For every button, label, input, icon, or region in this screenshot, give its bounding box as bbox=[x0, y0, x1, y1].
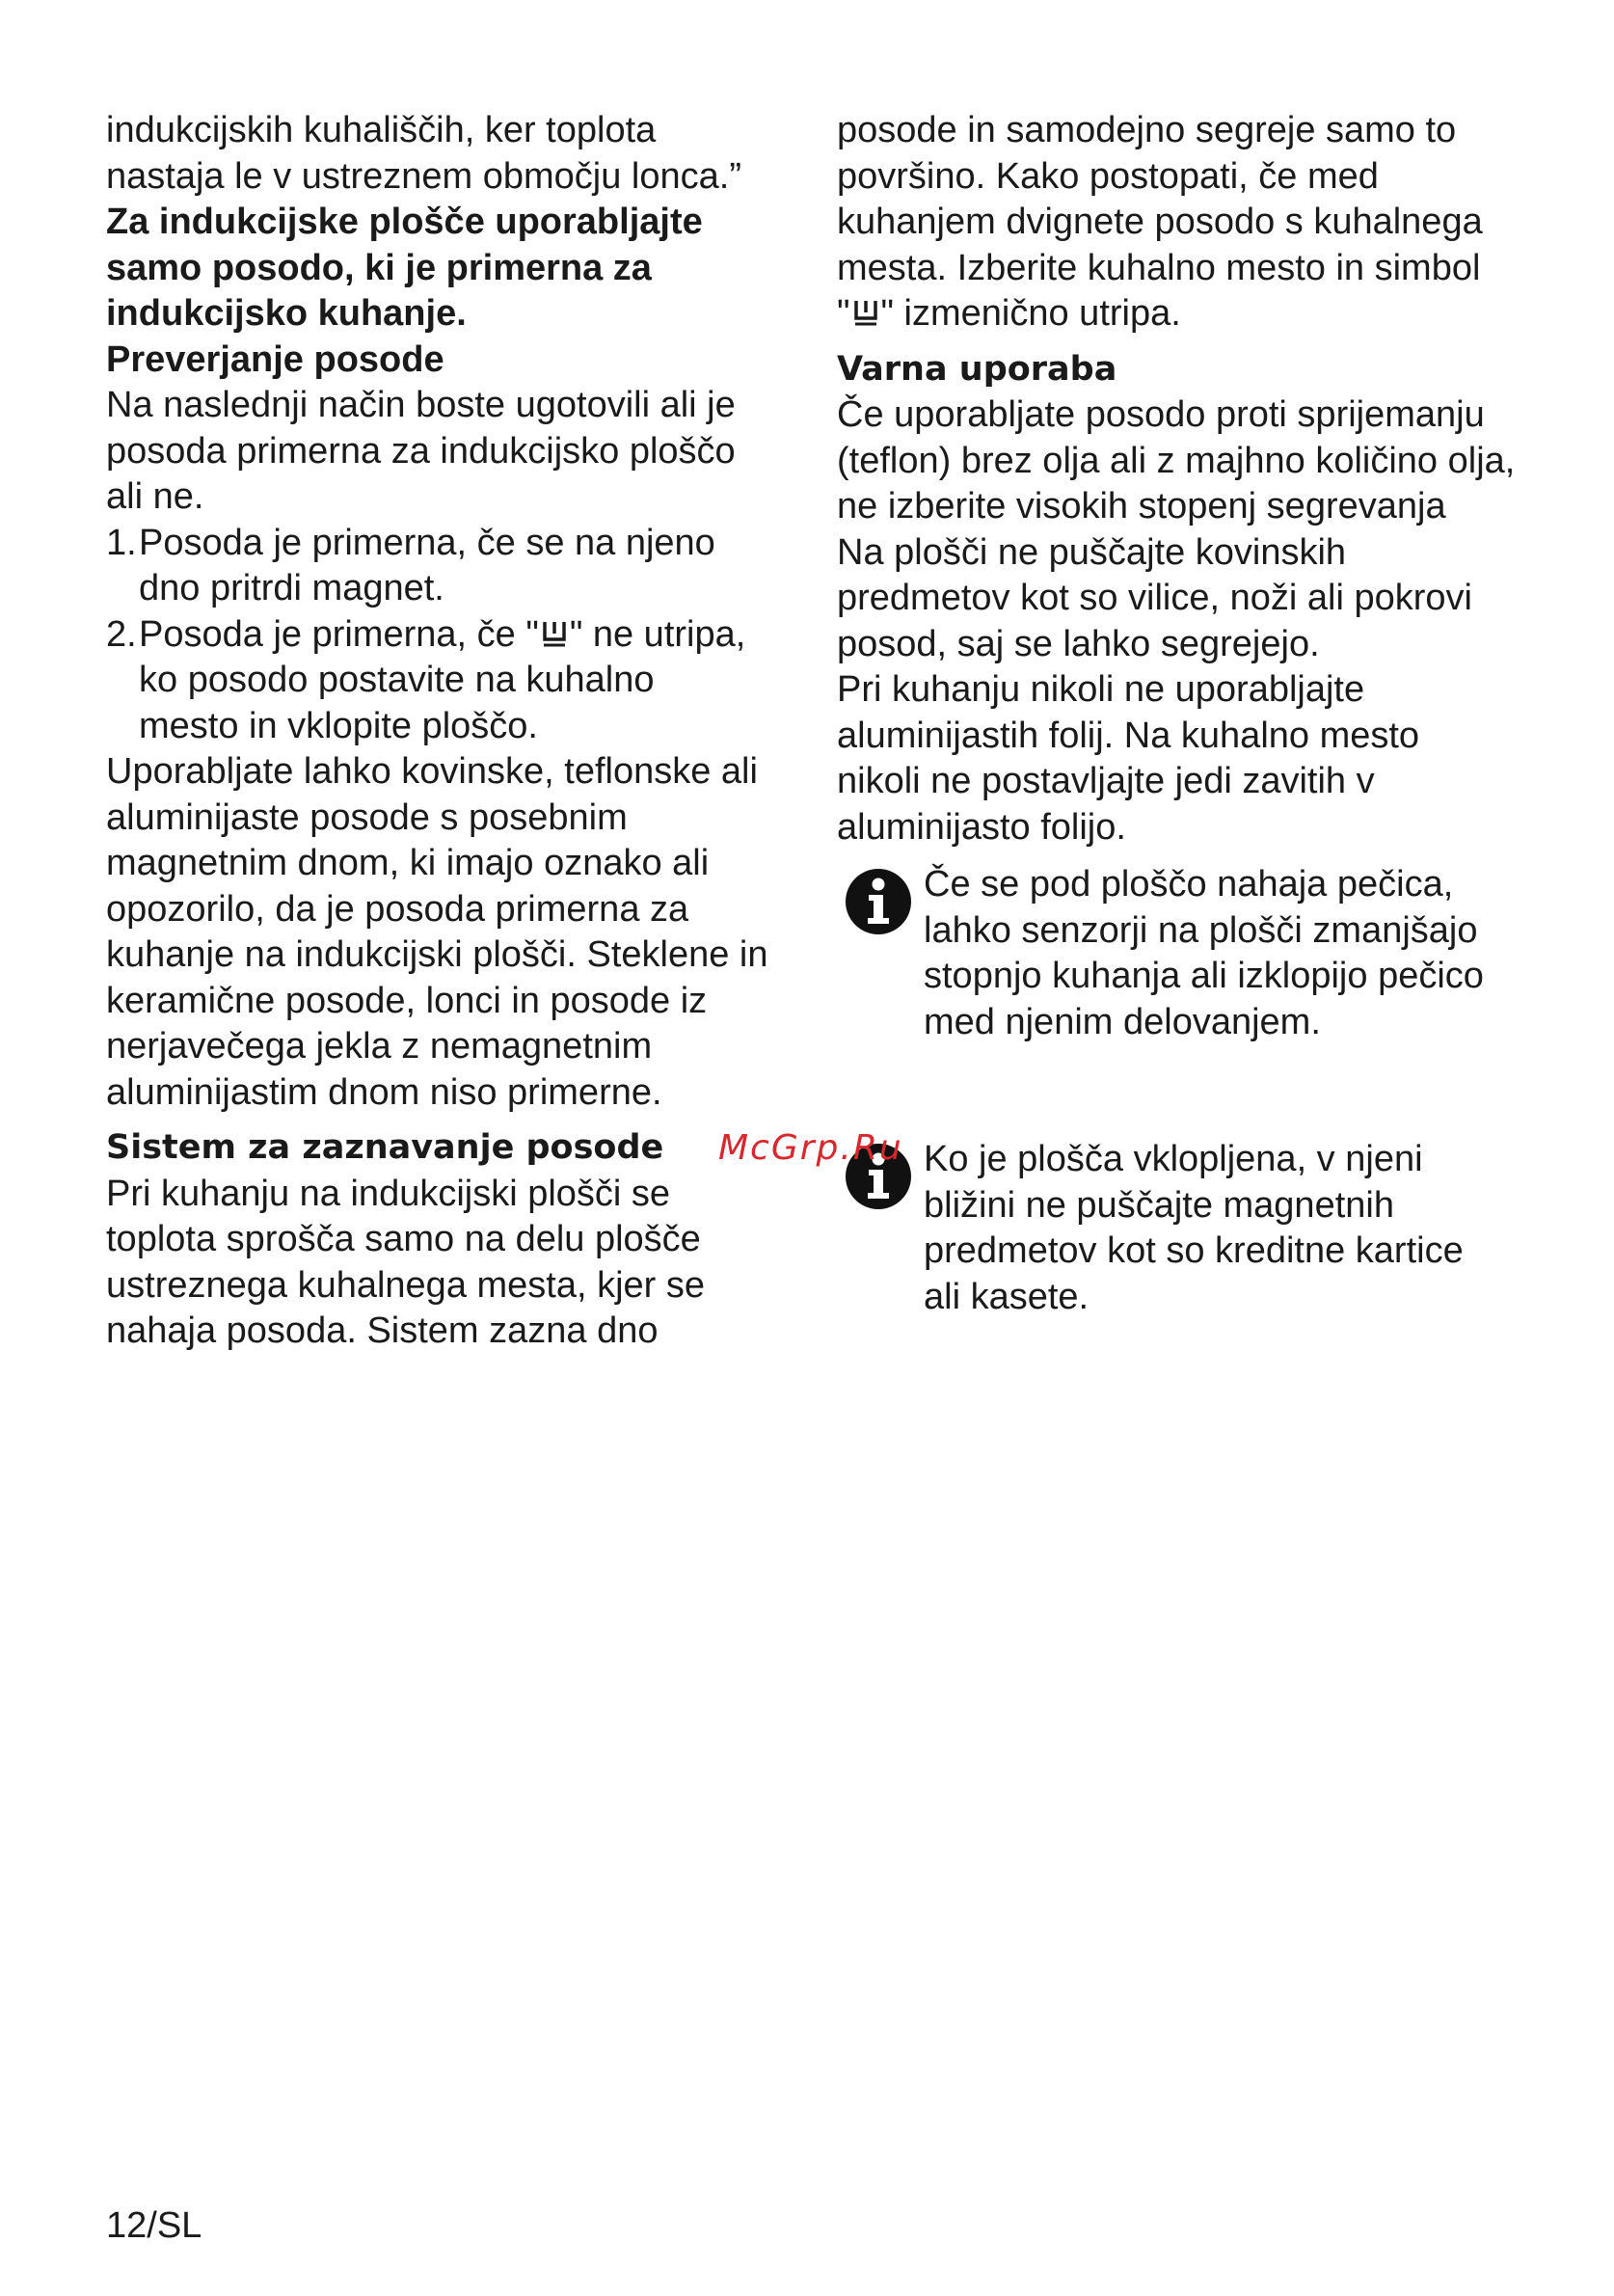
text-line: površino. Kako postopati, če med bbox=[837, 155, 1379, 197]
left-column bbox=[106, 108, 800, 1355]
text-line: dno pritrdi magnet. bbox=[139, 568, 444, 608]
text-line: magnetnim dnom, ki imajo oznako ali bbox=[106, 843, 710, 883]
text-line: predmetov kot so kreditne kartice bbox=[924, 1230, 1464, 1271]
text-line: Pri kuhanju na indukcijski plošči se bbox=[106, 1173, 671, 1214]
text-line: posode in samodejno segreje samo to bbox=[837, 110, 1457, 150]
text-line: aluminijaste posode s posebnim bbox=[106, 797, 628, 838]
list-item bbox=[106, 612, 800, 750]
check-paragraph bbox=[106, 383, 800, 521]
text-line: Ko je plošča vklopljena, v njeni bbox=[924, 1139, 1423, 1179]
safe-use-paragraph bbox=[837, 392, 1541, 851]
text-line: posoda primerna za indukcijsko ploščo bbox=[106, 430, 736, 472]
page-number: 12/SL bbox=[106, 2205, 202, 2246]
text-line: mesta. Izberite kuhalno mesto in simbol bbox=[837, 247, 1481, 288]
text-line: samo posodo, ki je primerna za bbox=[106, 247, 652, 288]
note-magnetic bbox=[837, 1137, 1541, 1320]
text-line: Pri kuhanju nikoli ne uporabljajte bbox=[837, 669, 1365, 710]
text-line: opozorilo, da je posoda primerna za bbox=[106, 888, 689, 930]
text-line: mesto in vklopite ploščo. bbox=[139, 705, 538, 746]
text-line: Na plošči ne puščajte kovinskih bbox=[837, 531, 1347, 573]
text-line: nerjavečega jekla z nemagnetnim bbox=[106, 1026, 653, 1067]
text-line: indukcijskih kuhališčih, ker toplota bbox=[106, 110, 657, 150]
text-line: ustreznega kuhalnega mesta, kjer se bbox=[106, 1264, 706, 1306]
text-line: indukcijsko kuhanje. bbox=[106, 293, 467, 334]
text-fragment: " bbox=[837, 293, 850, 334]
text-line: nahaja posoda. Sistem zazna dno bbox=[106, 1310, 659, 1351]
section-heading-safe-use: Varna uporaba bbox=[837, 349, 1117, 389]
text-line: Če uporabljate posodo proti sprijemanju bbox=[837, 394, 1485, 435]
text-line: lahko senzorji na plošči zmanjšajo bbox=[924, 909, 1478, 951]
numbered-list bbox=[106, 521, 800, 750]
text-line: (teflon) brez olja ali z majhno količino olja, bbox=[837, 440, 1516, 481]
list-item bbox=[106, 521, 800, 612]
text-fragment: Posoda je primerna, če " bbox=[139, 613, 539, 655]
text-line: kuhanjem dvignete posodo s kuhalnega bbox=[837, 202, 1483, 242]
text-line: keramične posode, lonci in posode iz bbox=[106, 980, 708, 1021]
text-line: Za indukcijske plošče uporabljajte bbox=[106, 202, 703, 242]
text-fragment: " izmenično utripa. bbox=[880, 293, 1181, 334]
text-line: Na naslednji način boste ugotovili ali je bbox=[106, 385, 736, 425]
info-icon bbox=[845, 868, 912, 935]
text-line: stopnjo kuhanja ali izklopijo pečico bbox=[924, 956, 1484, 996]
pot-detect-icon bbox=[541, 620, 568, 649]
text-line bbox=[139, 612, 800, 659]
text-line: kuhanje na indukcijski plošči. Steklene in bbox=[106, 934, 768, 975]
text-line: Uporabljate lahko kovinske, teflonske ali bbox=[106, 751, 758, 792]
note-oven bbox=[837, 862, 1541, 1045]
text-line: aluminijasto folijo. bbox=[837, 806, 1126, 848]
text-line: Posoda je primerna, če se na njeno bbox=[139, 522, 715, 563]
pot-detection-paragraph bbox=[106, 1172, 800, 1355]
text-line: ne izberite visokih stopenj segrevanja bbox=[837, 486, 1446, 527]
text-line: aluminijastih folij. Na kuhalno mesto bbox=[837, 715, 1420, 756]
usage-paragraph bbox=[106, 749, 800, 1116]
text-line: bližini ne puščajte magnetnih bbox=[924, 1184, 1394, 1226]
text-line: ali ne. bbox=[106, 476, 204, 517]
text-line: posod, saj se lahko segrejejo. bbox=[837, 623, 1320, 664]
text-line: predmetov kot so vilice, noži ali pokrovi bbox=[837, 578, 1472, 618]
text-line bbox=[837, 291, 1541, 338]
text-line: nikoli ne postavljajte jedi zavitih v bbox=[837, 761, 1375, 801]
text-line: Če se pod ploščo nahaja pečica, bbox=[924, 864, 1454, 905]
text-line: ali kasete. bbox=[924, 1276, 1089, 1317]
intro-paragraph bbox=[106, 108, 800, 200]
text-line: toplota sprošča samo na delu plošče bbox=[106, 1219, 701, 1259]
pot-detect-icon bbox=[852, 299, 879, 328]
text-fragment: " ne utripa, bbox=[569, 613, 746, 655]
right-column bbox=[837, 108, 1541, 1320]
subheading-check-pots: Preverjanje posode bbox=[106, 338, 444, 380]
text-line: nastaja le v ustreznem območju lonca.” bbox=[106, 155, 741, 197]
watermark: McGrp.Ru bbox=[718, 1128, 903, 1168]
text-line: med njenim delovanjem. bbox=[924, 1001, 1321, 1042]
continuation-paragraph bbox=[837, 108, 1541, 338]
list-number: 1. bbox=[106, 522, 137, 563]
bold-instruction bbox=[106, 200, 800, 338]
list-number: 2. bbox=[106, 613, 137, 655]
section-heading-pot-detection: Sistem za zaznavanje posode bbox=[106, 1128, 664, 1167]
text-line: aluminijastim dnom niso primerne. bbox=[106, 1071, 662, 1113]
text-line: ko posodo postavite na kuhalno bbox=[139, 660, 655, 700]
